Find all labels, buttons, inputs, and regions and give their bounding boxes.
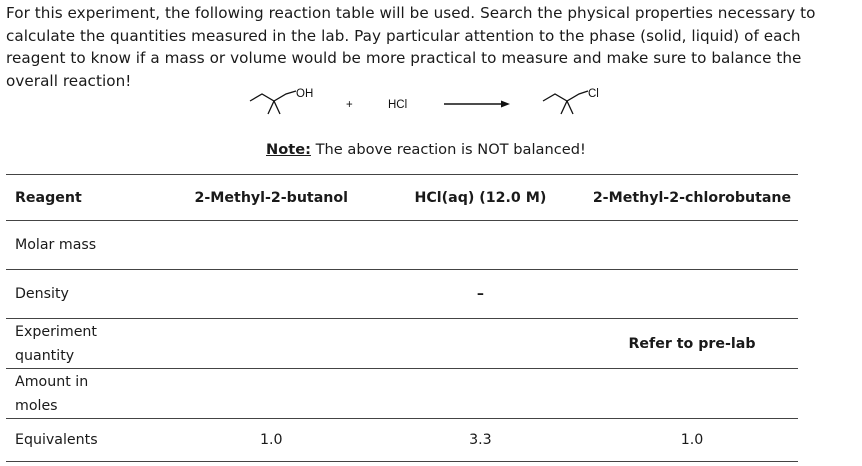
alcohol-structure <box>250 91 296 114</box>
note-label: Note: <box>266 141 311 158</box>
table-row <box>6 369 798 419</box>
table-row <box>6 419 798 462</box>
cell <box>168 270 375 319</box>
cell <box>586 270 798 319</box>
reaction-arrow <box>444 101 510 108</box>
note-text: The above reaction is NOT balanced! <box>310 141 586 158</box>
header-chlorobutane: 2-Methyl-2-chlorobutane <box>586 175 798 221</box>
plus-sign: + <box>346 99 353 111</box>
table-header-row <box>6 175 798 221</box>
balance-note <box>266 141 586 158</box>
chloro-label: Cl <box>588 88 599 100</box>
instructions-paragraph: For this experiment, the following reaction table will be used. Search the physical properties necessary to calculate the quantities measured in the lab. Pay particular attention to the phase (solid, liquid) of each reagent to know if a mass or volume would be more practical to measure and make sure to balance the overall reaction! <box>6 4 816 90</box>
header-methylbutanol: 2-Methyl-2-butanol <box>168 175 375 221</box>
cell <box>375 221 586 270</box>
cell: 1.0 <box>168 419 375 462</box>
reaction-table <box>6 174 798 462</box>
header-reagent: Reagent <box>6 175 168 221</box>
reaction-scheme <box>0 80 862 140</box>
hydroxyl-label: OH <box>296 88 314 100</box>
row-label-density: Density <box>6 270 168 319</box>
cell <box>375 319 586 369</box>
cell <box>375 369 586 419</box>
cell <box>168 369 375 419</box>
cell: 1.0 <box>586 419 798 462</box>
header-hcl: HCl(aq) (12.0 M) <box>375 175 586 221</box>
cell <box>586 221 798 270</box>
cell <box>168 221 375 270</box>
cell: 3.3 <box>375 419 586 462</box>
label-line: moles <box>15 398 58 414</box>
chloride-structure <box>543 91 588 114</box>
row-label-amount-moles <box>6 369 168 419</box>
cell <box>586 369 798 419</box>
cell-dash: – <box>375 270 586 319</box>
hcl-label: HCl <box>388 99 408 111</box>
table-row <box>6 221 798 270</box>
table-row <box>6 319 798 369</box>
label-line: Amount in <box>15 374 89 390</box>
table-row <box>6 270 798 319</box>
cell-refer-prelab: Refer to pre-lab <box>586 319 798 369</box>
row-label-molar-mass: Molar mass <box>6 221 168 270</box>
row-label-equivalents: Equivalents <box>6 419 168 462</box>
row-label-experiment-quantity <box>6 319 168 369</box>
cell <box>168 319 375 369</box>
label-line: quantity <box>15 348 75 364</box>
label-line: Experiment <box>15 324 97 340</box>
